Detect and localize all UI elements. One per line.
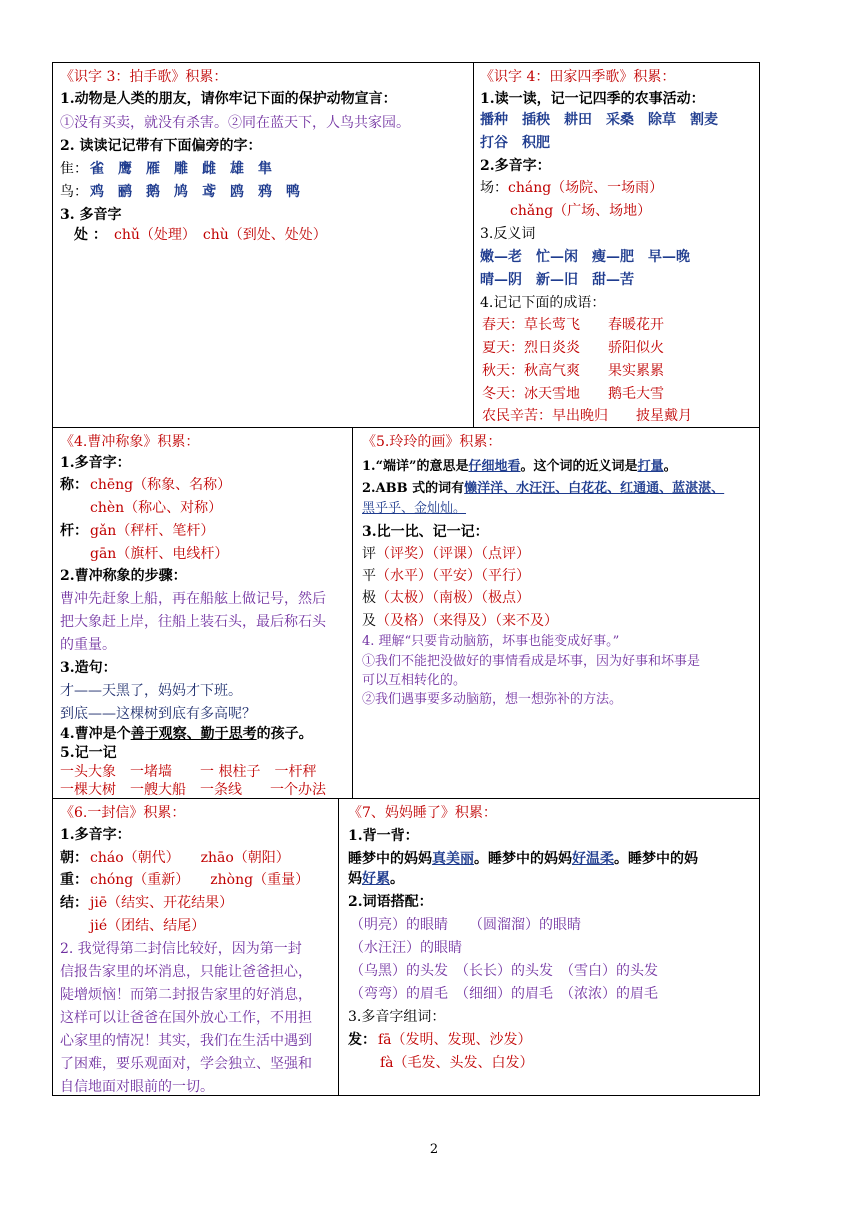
text-segment: 1.“端详”的意思是 [362,459,469,474]
cell-title: 《识字 3：拍手歌》积累： [60,69,228,85]
polyphone-readings: gǎn（秤杆、笔杆） [90,523,215,539]
polyphone-readings: chóng（重新） zhòng（重量） [90,872,310,888]
idiom-line: 春天：草长莺飞 春暖花开 [482,317,664,333]
text-line: 到底——这棵树到底有多高呢？ [60,706,256,722]
polyphone-readings: fā（发明、发现、沙发） [378,1032,532,1048]
polyphone-readings: cháo（朝代） zhāo（朝阳） [90,850,290,866]
text-line: 1.多音字： [60,455,131,471]
text-segment-underlined: 善于观察、勤于思考 [130,726,257,742]
text-line: 信报告家里的坏消息，只能让爸爸担心， [60,964,312,980]
compare-char: 评 [362,546,376,562]
compare-char: 极 [362,590,376,606]
text-line: 把大象赶上岸，往船上装石头，最后称石头 [60,614,326,630]
radical-label: 隹： [60,161,88,177]
text-line: 1.背一背： [348,828,419,844]
text-line: ①没有买卖，就没有杀害。②同在蓝天下，人鸟共家园。 [60,115,410,131]
text-segment: 4.曹冲是个 [60,726,131,742]
compare-words: （及格）（来得及）（来不及） [376,613,558,629]
text-line: 才——天黑了，妈妈才下班。 [60,683,242,699]
radical-label: 鸟： [60,184,88,200]
compare-words: （水平）（平安）（平行） [376,568,530,584]
row2-divider-vertical [352,427,353,799]
text-line: ②我们遇事要多动脑筋，想一想弥补的方法。 [362,692,623,707]
polyphone-readings: chǎng（广场、场地） [510,203,652,219]
idiom-line: 农民辛苦：早出晚归 披星戴月 [482,408,692,424]
text-line: 4.记记下面的成语： [480,295,606,311]
row3-divider-vertical [338,798,339,1096]
polyphone-readings: chǔ（处理） chù（到处、处处） [114,227,327,243]
text-line: 3.比一比、记一记： [362,524,489,540]
text-line: 心家里的情况！其实，我们在生活中遇到 [60,1033,312,1049]
page-number: 2 [429,1142,439,1157]
text-line: 3. 多音字 [60,207,122,223]
compare-char: 及 [362,613,376,629]
text-line: 4. 理解“只要肯动脑筋，坏事也能变成好事。” [362,634,620,649]
row1-divider-vertical [473,62,474,428]
polyphone-label: 结： [60,895,88,911]
text-line: 曹冲先赶象上船，再在船舷上做记号，然后 [60,591,326,607]
polyphone-label: 朝： [60,850,88,866]
polyphone-label: 处 ： [60,227,107,243]
collocation-line: （弯弯）的眉毛 （细细）的眉毛 （浓浓）的眉毛 [350,986,658,1002]
compare-words: （评奖）（评课）（点评） [376,546,530,562]
measure-word-line: 一棵大树 一艘大船 一条线 一个办法 [60,782,326,798]
text-segment: 的孩子。 [256,726,313,742]
compare-char: 平 [362,568,376,584]
text-segment-underlined: 好温柔 [572,851,614,867]
text-segment: 。 [663,459,677,474]
text-segment: 。 [390,871,404,887]
idiom-line: 夏天：烈日炎炎 骄阳似火 [482,340,664,356]
polyphone-readings: gān（旗杆、电线杆） [90,546,229,562]
text-line: 3.反义词 [480,226,536,242]
polyphone-label: 发： [348,1032,376,1048]
polyphone-readings: cháng（场院、一场雨） [508,180,664,196]
polyphone-label: 称： [60,477,88,493]
polyphone-readings: jié（团结、结尾） [90,918,206,934]
idiom-line: 秋天：秋高气爽 果实累累 [482,363,664,379]
text-line [60,724,313,744]
text-line: ①我们不能把没做好的事情看成是坏事，因为好事和坏事是 [362,654,701,669]
text-line: 1.读一读，记一记四季的农事活动： [480,91,705,107]
cell-title: 《识字 4：田家四季歌》积累： [480,69,676,85]
cell-title: 《4.曹冲称象》积累： [60,434,200,450]
table-border-left [52,62,53,1096]
text-segment: 睡梦中的妈妈 [348,851,432,867]
text-line: 2.词语搭配： [348,894,433,910]
text-line: 1.多音字： [60,827,131,843]
radical-chars: 雀 鹰 雁 雕 雌 雄 隼 [90,161,272,177]
cell-title: 《6.一封信》积累： [60,805,186,821]
radical-chars: 鸡 鹂 鹅 鸠 鸢 鸥 鸦 鸭 [90,184,300,200]
polyphone-readings: chèn（称心、对称） [90,500,223,516]
table-border-right [759,62,760,1096]
text-segment-underlined: 真美丽 [432,851,474,867]
cell-title: 《5.玲玲的画》积累： [362,434,502,450]
table-border-top [52,62,760,63]
text-segment-underlined: 打量 [637,459,664,474]
text-line [362,479,724,499]
text-line: 2. 我觉得第二封信比较好，因为第一封 [60,941,302,957]
text-line: 这样可以让爸爸在国外放心工作，不用担 [60,1010,312,1026]
polyphone-readings: chēng（称象、名称） [90,477,232,493]
collocation-line: （乌黑）的头发 （长长）的头发 （雪白）的头发 [350,963,658,979]
text-line: 自信地面对眼前的一切。 [60,1079,214,1095]
polyphone-label: 杆： [60,523,88,539]
text-segment: 2.ABB 式的词有 [362,481,465,496]
text-line: 了困难，要乐观面对，学会独立、坚强和 [60,1056,312,1072]
text-segment-underlined: 好累 [362,871,390,887]
text-line: 5.记一记 [60,745,117,761]
text-line: 可以互相转化的。 [362,673,467,688]
text-line: 黑乎乎、金灿灿。 [362,501,467,516]
text-line: 晴—阴 新—旧 甜—苦 [480,272,634,288]
polyphone-readings: fà（毛发、头发、白发） [380,1055,534,1071]
text-line: 2. 读读记记带有下面偏旁的字： [60,138,262,154]
text-line [348,869,404,889]
text-line: 1.动物是人类的朋友，请你牢记下面的保护动物宣言： [60,91,397,107]
text-segment-underlined: 仔细地看 [468,459,521,474]
text-segment-underlined: 懒洋洋、水汪汪、白花花、红通通、蓝湛湛、 [464,481,725,496]
polyphone-readings: jiē（结实、开花结果） [90,895,234,911]
text-line: 3.多音字组词： [348,1009,446,1025]
text-line: 3.造句： [60,660,117,676]
text-segment: 。这个词的近义词是 [520,459,638,474]
text-line: 播种 插秧 耕田 采桑 除草 割麦 [480,112,718,128]
text-line: 嫩—老 忙—闲 瘦—肥 早—晚 [480,249,690,265]
text-line: 2.曹冲称象的步骤： [60,568,187,584]
text-segment: 。睡梦中的妈 [614,851,698,867]
text-segment: 妈 [348,871,362,887]
text-line: 打谷 积肥 [480,135,550,151]
text-line [348,849,698,869]
text-line: 2.多音字： [480,158,551,174]
collocation-line: （水汪汪）的眼睛 [350,940,462,956]
polyphone-label: 重： [60,872,88,888]
text-line [362,457,677,477]
text-line: 的重量。 [60,637,116,653]
measure-word-line: 一头大象 一堵墙 一 根柱子 一杆秤 [60,764,317,780]
polyphone-label: 场： [480,180,508,196]
idiom-line: 冬天：冰天雪地 鹅毛大雪 [482,386,664,402]
text-line: 陡增烦恼！而第二封报告家里的好消息， [60,987,312,1003]
text-segment: 。睡梦中的妈妈 [474,851,572,867]
row1-divider-horizontal [52,427,760,428]
collocation-line: （明亮）的眼睛 （圆溜溜）的眼睛 [350,917,581,933]
compare-words: （太极）（南极）（极点） [376,590,530,606]
cell-title: 《7、妈妈睡了》积累： [348,805,497,821]
